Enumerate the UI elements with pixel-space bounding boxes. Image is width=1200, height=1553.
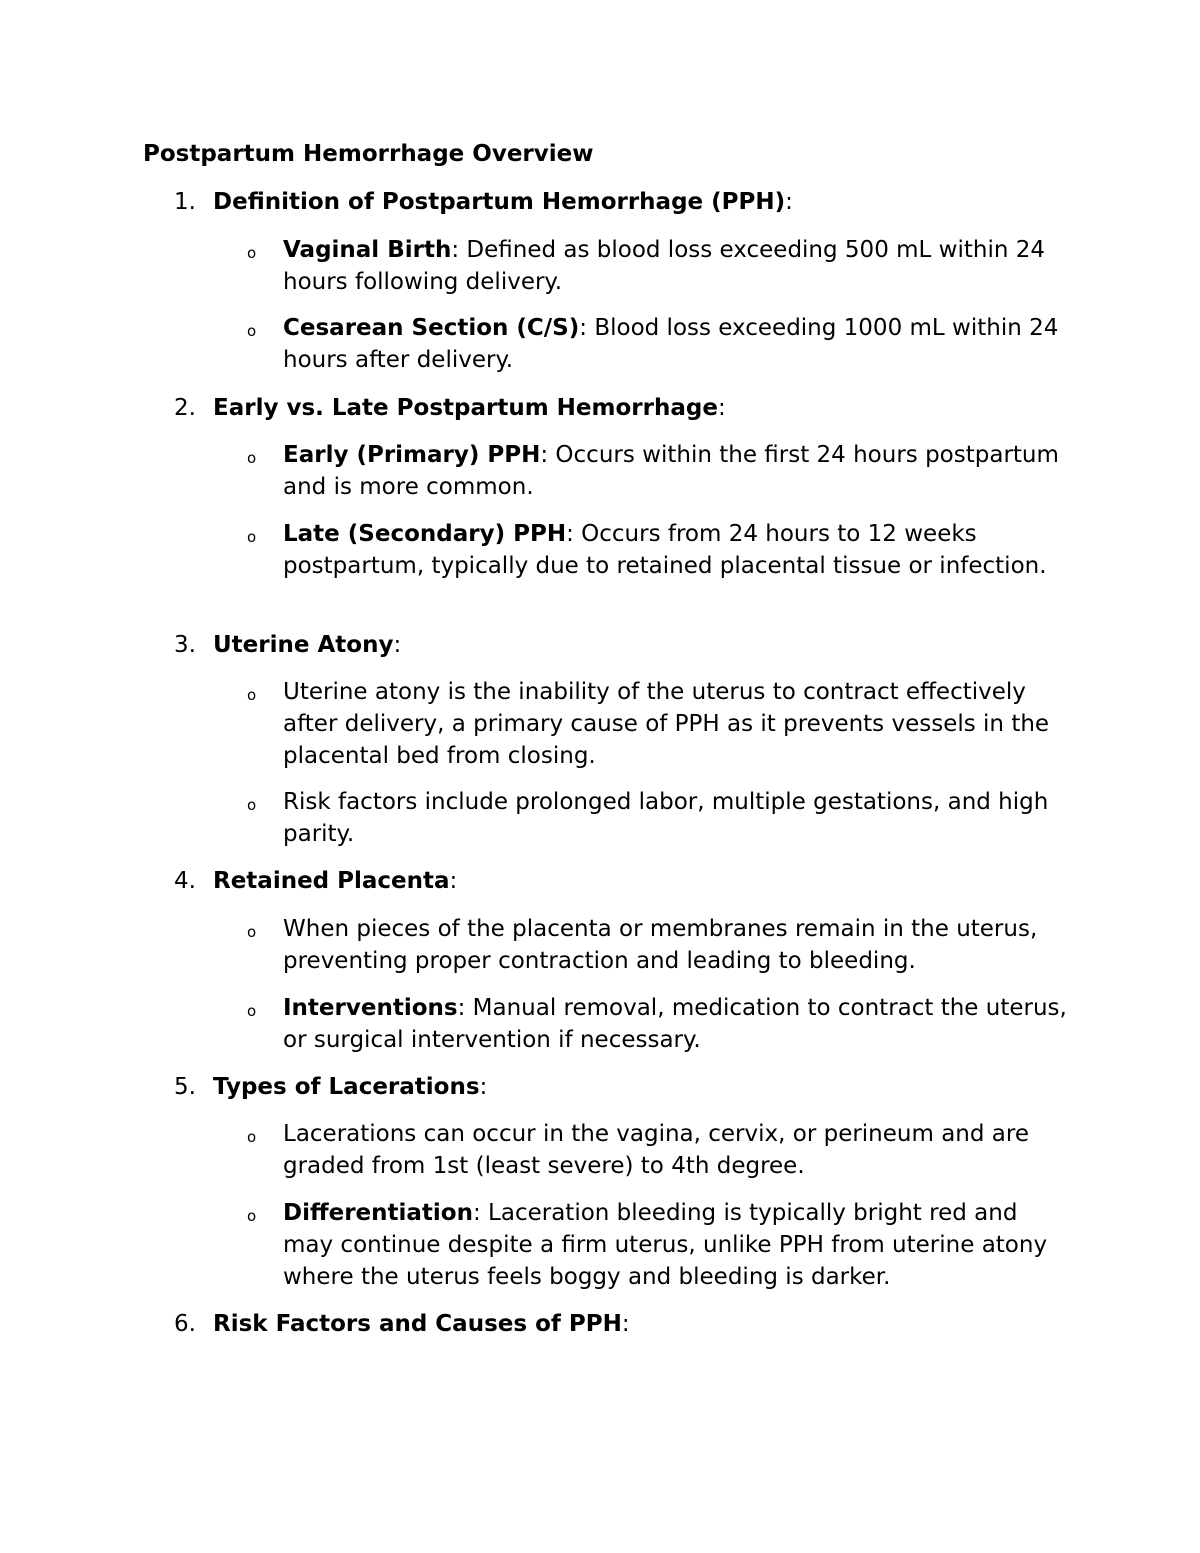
item-term: Differentiation xyxy=(283,1200,473,1226)
bullet-icon: o xyxy=(247,1128,257,1146)
item-body: When pieces of the placenta or membranes remain in the uterus, preventing proper contraction and leading to bleeding. xyxy=(283,916,1038,974)
list-item-text xyxy=(283,518,1073,582)
section-heading-text: Types of Lacerations xyxy=(213,1074,480,1100)
heading-colon: : xyxy=(393,632,402,658)
item-term: Cesarean Section (C/S) xyxy=(283,315,580,341)
bullet-icon: o xyxy=(247,322,257,340)
item-term: Vaginal Birth xyxy=(283,237,452,263)
item-sep: : xyxy=(579,315,595,341)
list-item-text xyxy=(283,234,1073,298)
item-sep: : xyxy=(451,237,467,263)
item-sep: : xyxy=(540,442,556,468)
section-heading xyxy=(213,392,726,425)
heading-colon: : xyxy=(717,395,726,421)
item-body: Manual removal, medication to contract the uterus, or surgical intervention if necessary. xyxy=(283,995,1067,1053)
item-body: Occurs within the first 24 hours postpartum and is more common. xyxy=(283,442,1059,500)
list-item-text xyxy=(283,992,1073,1056)
section-heading-text: Retained Placenta xyxy=(213,868,450,894)
section-heading-text: Uterine Atony xyxy=(213,632,394,658)
list-item-text xyxy=(283,786,1073,850)
bullet-icon: o xyxy=(247,449,257,467)
item-body: Blood loss exceeding 1000 mL within 24 hours after delivery. xyxy=(283,315,1059,373)
item-body: Risk factors include prolonged labor, multiple gestations, and high parity. xyxy=(283,789,1049,847)
list-item-text xyxy=(283,1118,1073,1182)
item-sep: : xyxy=(457,995,473,1021)
section-heading xyxy=(213,629,401,662)
document-title: Postpartum Hemorrhage Overview xyxy=(143,141,594,167)
section-heading-text: Early vs. Late Postpartum Hemorrhage xyxy=(213,395,718,421)
item-body: Occurs from 24 hours to 12 weeks postpartum, typically due to retained placental tissue or infection. xyxy=(283,521,1047,579)
list-item-text xyxy=(283,913,1073,977)
heading-colon: : xyxy=(621,1311,630,1337)
item-body: Laceration bleeding is typically bright red and may continue despite a firm uterus, unlike PPH from uterine atony where the uterus feels boggy and bleeding is darker. xyxy=(283,1200,1048,1290)
item-body: Defined as blood loss exceeding 500 mL within 24 hours following delivery. xyxy=(283,237,1046,295)
section-heading xyxy=(213,186,793,219)
section-heading xyxy=(213,1071,487,1104)
section-number: 2. xyxy=(174,395,196,421)
item-sep: : xyxy=(472,1200,489,1226)
bullet-icon: o xyxy=(247,528,257,546)
section-number: 1. xyxy=(174,189,196,215)
section-heading-text: Definition of Postpartum Hemorrhage (PPH) xyxy=(213,189,786,215)
item-body: Lacerations can occur in the vagina, cervix, or perineum and are graded from 1st (least severe) to 4th degree. xyxy=(283,1121,1029,1179)
bullet-icon: o xyxy=(247,686,257,704)
bullet-icon: o xyxy=(247,1002,257,1020)
item-term: Late (Secondary) PPH xyxy=(283,521,567,547)
section-heading xyxy=(213,865,457,898)
section-heading-text: Risk Factors and Causes of PPH xyxy=(213,1311,622,1337)
section-heading xyxy=(213,1308,630,1341)
list-item-text xyxy=(283,312,1073,376)
section-number: 5. xyxy=(174,1074,196,1100)
item-sep: : xyxy=(566,521,582,547)
bullet-icon: o xyxy=(247,796,257,814)
heading-colon: : xyxy=(785,189,793,215)
heading-colon: : xyxy=(449,868,458,894)
section-number: 4. xyxy=(174,868,196,894)
bullet-icon: o xyxy=(247,1207,257,1225)
item-term: Early (Primary) PPH xyxy=(283,442,541,468)
list-item-text xyxy=(283,439,1073,503)
list-item-text xyxy=(283,1197,1073,1293)
heading-colon: : xyxy=(479,1074,488,1100)
section-number: 6. xyxy=(174,1311,196,1337)
section-number: 3. xyxy=(174,632,196,658)
item-term: Interventions xyxy=(283,995,458,1021)
item-body: Uterine atony is the inability of the uterus to contract effectively after delivery, a primary cause of PPH as it prevents vessels in the placental bed from closing. xyxy=(283,679,1050,769)
bullet-icon: o xyxy=(247,244,257,262)
list-item-text xyxy=(283,676,1073,772)
bullet-icon: o xyxy=(247,923,257,941)
